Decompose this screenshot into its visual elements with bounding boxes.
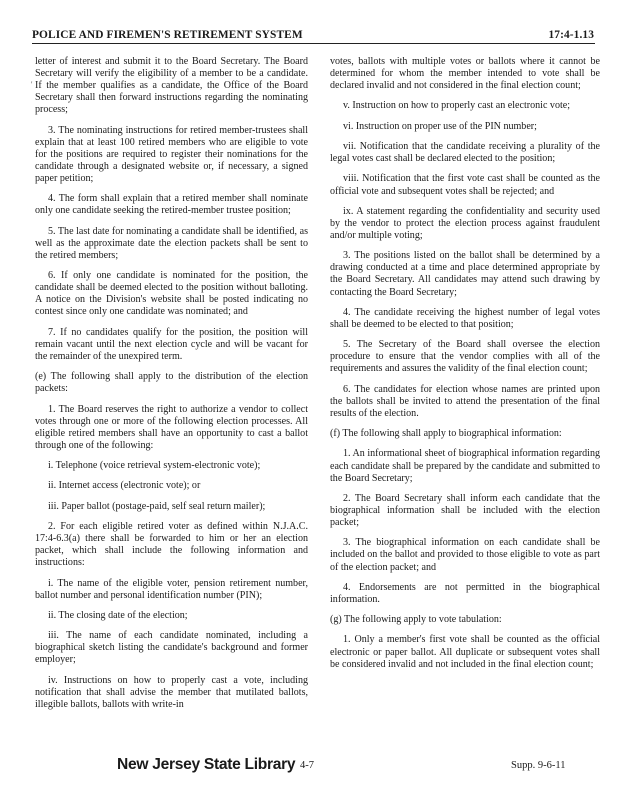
paragraph: 2. The Board Secretary shall inform each candidate that the biographical information shall be included with the election packet; bbox=[330, 492, 600, 529]
paragraph: 1. Only a member's first vote shall be counted as the official electronic or paper ballot. All duplicate or subsequent votes shall be considered invalid and not included in the final election count; bbox=[330, 634, 600, 670]
stray-mark: ' bbox=[31, 80, 33, 89]
paragraph: 4. Endorsements are not permitted in the biographical information. bbox=[330, 581, 600, 605]
header-rule bbox=[32, 43, 595, 44]
paragraph: letter of interest and submit it to the Board Secretary. The Board Secretary will verify the eligibility of a member to be a candidate. If the member qualifies as a candidate, the Office of the Board Secretary shall then forward instructions regarding the nominating process; bbox=[35, 56, 308, 116]
page-footer bbox=[0, 756, 623, 786]
right-column bbox=[330, 56, 600, 679]
paragraph: i. The name of the eligible voter, pension retirement number, ballot number and personal identification number (PIN); bbox=[35, 577, 308, 601]
paragraph: i. Telephone (voice retrieval system-electronic vote); bbox=[48, 460, 261, 472]
header-title: POLICE AND FIREMEN'S RETIREMENT SYSTEM bbox=[32, 29, 303, 41]
paragraph: 2. For each eligible retired voter as defined within N.J.A.C. 17:4-6.3(a) there shall be forwarded to him or her an election packet, which shall include the following information and instructions: bbox=[35, 520, 308, 569]
paragraph: 6. The candidates for election whose names are printed upon the ballots shall be invited to attend the presentation of the final results of the election. bbox=[330, 383, 600, 419]
paragraph: (f) The following shall apply to biographical information: bbox=[330, 428, 562, 440]
paragraph: iii. The name of each candidate nominated, including a biographical sketch listing the candidate's background and former employer; bbox=[35, 630, 308, 666]
paragraph: vi. Instruction on proper use of the PIN number; bbox=[343, 120, 537, 132]
paragraph: 3. The nominating instructions for retired member-trustees shall explain that at least 100 retired members who are eligible to vote for the positions are required to register their nominations for the candidate through a designated website or, if necessary, a signed paper petition; bbox=[35, 124, 308, 185]
paragraph: v. Instruction on how to properly cast an electronic vote; bbox=[343, 100, 571, 112]
paragraph: votes, ballots with multiple votes or ballots where it cannot be determined for whom the member intended to vote shall be declared invalid and not considered in the final election count; bbox=[330, 56, 600, 92]
paragraph: iii. Paper ballot (postage-paid, self seal return mailer); bbox=[48, 500, 266, 512]
page-number: 4-7 bbox=[300, 760, 314, 771]
paragraph: 3. The positions listed on the ballot shall be determined by a drawing conducted at a time and place determined appropriate by the Board Secretary. All candidates may attend such drawing by contacting the Board Secretary; bbox=[330, 250, 600, 298]
paragraph: 5. The Secretary of the Board shall oversee the election procedure to ensure that the vendor complies with all of the requirements and assures the validity of the final election count; bbox=[330, 339, 600, 375]
paragraph: 7. If no candidates qualify for the position, the position will remain vacant until the next election cycle and will be vacant for the remainder of the unexpired term. bbox=[35, 326, 308, 362]
paragraph: vii. Notification that the candidate receiving a plurality of the legal votes cast shall be declared elected to the position; bbox=[330, 141, 600, 165]
paragraph: viii. Notification that the first vote cast shall be counted as the official vote and subsequent votes shall be rejected; and bbox=[330, 173, 600, 197]
paragraph: 1. The Board reserves the right to authorize a vendor to collect votes through one or more of the following election processes. All eligible retired members shall have an opportunity to cast a ballot through one of the following: bbox=[35, 403, 308, 451]
paragraph: ii. The closing date of the election; bbox=[48, 609, 188, 621]
paragraph: 1. An informational sheet of biographical information regarding each candidate shall be prepared by the candidate and submitted to the Board Secretary; bbox=[330, 448, 600, 484]
library-stamp: New Jersey State Library bbox=[117, 756, 296, 773]
paragraph: 4. The candidate receiving the highest number of legal votes shall be deemed to be elected to that position; bbox=[330, 306, 600, 330]
paragraph: iv. Instructions on how to properly cast a vote, including notification that shall advise the member that mutilated ballots, illegible ballots, ballots with write-in bbox=[35, 674, 308, 710]
paragraph: (e) The following shall apply to the distribution of the election packets: bbox=[35, 371, 308, 395]
paragraph: 4. The form shall explain that a retired member shall nominate only one candidate seeking the retired-member trustee position; bbox=[35, 193, 308, 217]
paragraph: ii. Internet access (electronic vote); or bbox=[48, 480, 201, 492]
left-column bbox=[35, 56, 308, 719]
paragraph: ix. A statement regarding the confidentiality and security used by the vendor to protect the election process against fraudulent and/or multiple voting; bbox=[330, 205, 600, 241]
paragraph: 6. If only one candidate is nominated for the position, the candidate shall be deemed elected to the position without balloting. A notice on the Division's website shall be posted indicating no contest since only one candidate was nominated; and bbox=[35, 270, 308, 318]
supplement-date: Supp. 9-6-11 bbox=[511, 760, 566, 771]
paragraph: (g) The following apply to vote tabulation: bbox=[330, 614, 502, 626]
paragraph: 5. The last date for nominating a candidate shall be identified, as well as the approximate date the election packets shall be sent to the retired members; bbox=[35, 225, 308, 261]
header-section-number: 17:4-1.13 bbox=[548, 29, 594, 41]
paragraph: 3. The biographical information on each candidate shall be included on the ballot and provided to those eligible to vote as part of the election packet; and bbox=[330, 537, 600, 573]
